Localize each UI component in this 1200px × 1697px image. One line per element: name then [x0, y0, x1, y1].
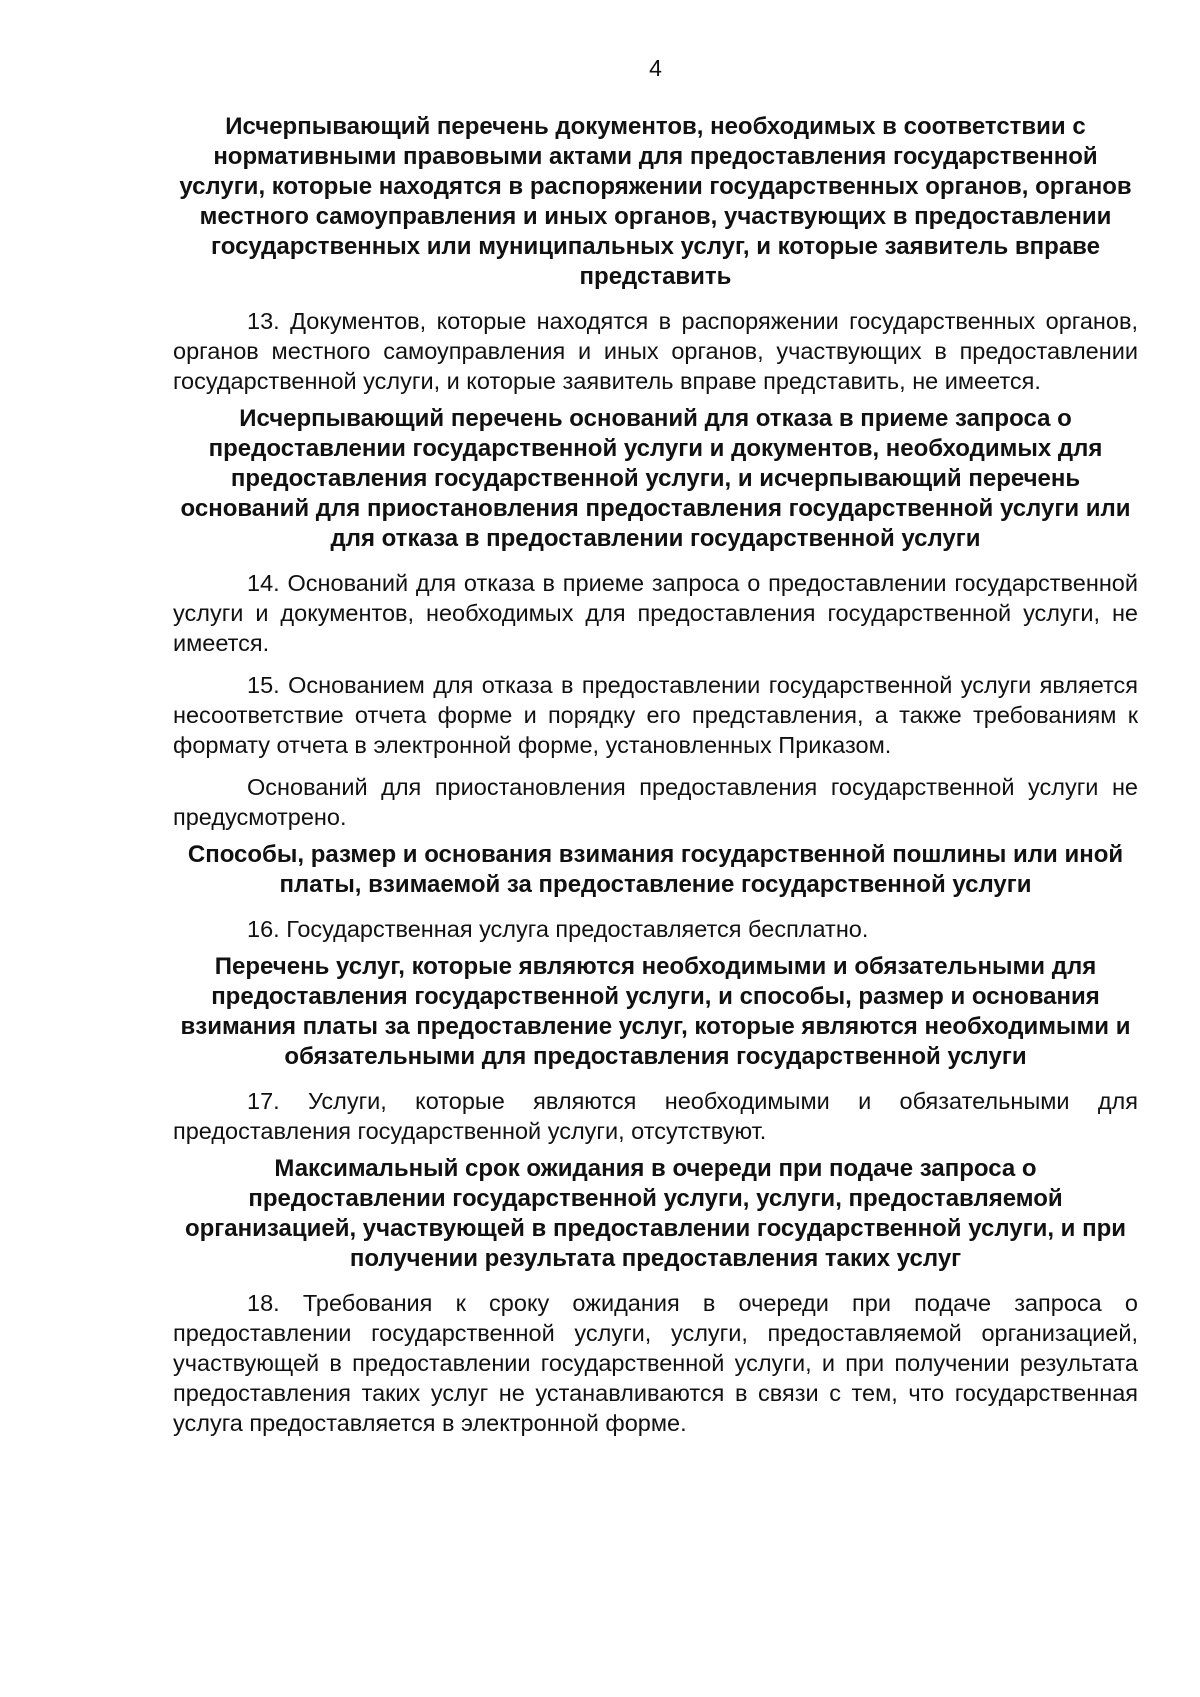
section-heading: Перечень услуг, которые являются необходимыми и обязательными для предоставления государственной услуги, и способы, размер и основания взимания платы за предоставление услуг, которые являются необходимыми и обязательными для предоставления государственной услуги — [180, 953, 1131, 1070]
paragraph-13: 13. Документов, которые находятся в распоряжении государственных органов, органов местного самоуправления и иных органов, участвующих в предоставлении государственной услуги, и которые заявитель вправе представить, не имеется. — [173, 308, 1138, 394]
section-heading: Способы, размер и основания взимания государственной пошлины или иной платы, взимаемой за предоставление государственной услуги — [187, 841, 1124, 898]
page-number: 4 — [649, 55, 662, 81]
document-body — [173, 112, 1138, 1438]
paragraph-17: 17. Услуги, которые являются необходимыми и обязательными для предоставления государственной услуги, отсутствуют. — [173, 1088, 1138, 1144]
paragraph-suspension: Оснований для приостановления предоставления государственной услуги не предусмотрено. — [173, 774, 1138, 830]
section-heading: Исчерпывающий перечень документов, необходимых в соответствии с нормативными правовыми актами для предоставления государственной услуги, которые находятся в распоряжении государственных органов, органов местного самоуправления и иных органов, участвующих в предоставлении государственных или муниципальных услуг, и которые заявитель вправе представить — [179, 113, 1132, 290]
paragraph-14: 14. Оснований для отказа в приеме запроса о предоставлении государственной услуги и документов, необходимых для предоставления государственной услуги, не имеется. — [173, 570, 1138, 656]
paragraph-16: 16. Государственная услуга предоставляется бесплатно. — [247, 916, 869, 942]
section-state-fee — [173, 840, 1138, 952]
section-required-services — [173, 952, 1138, 1154]
section-queue-waiting-time — [173, 1154, 1138, 1438]
paragraph-18: 18. Требования к сроку ожидания в очереди при подаче запроса о предоставлении государственной услуги, услуги, предоставляемой организацией, участвующей в предоставлении государственной услуги, и при получении результата предоставления таких услуг не устанавливаются в связи с тем, что государственная услуга предоставляется в электронной форме. — [173, 1290, 1138, 1436]
section-heading: Исчерпывающий перечень оснований для отказа в приеме запроса о предоставлении государственной услуги и документов, необходимых для предоставления государственной услуги, и исчерпывающий перечень оснований для приостановления предоставления государственной услуги или для отказа в предоставлении государственной услуги — [180, 405, 1131, 552]
section-refusal-grounds — [173, 404, 1138, 840]
section-documents-in-possession — [173, 112, 1138, 404]
paragraph-15: 15. Основанием для отказа в предоставлении государственной услуги является несоответствие отчета форме и порядку его представления, а также требованиям к формату отчета в электронной форме, установленных Приказом. — [173, 672, 1138, 758]
section-heading: Максимальный срок ожидания в очереди при подаче запроса о предоставлении государственной услуги, услуги, предоставляемой организацией, участвующей в предоставлении государственной услуги, и при получении результата предоставления таких услуг — [184, 1155, 1127, 1272]
